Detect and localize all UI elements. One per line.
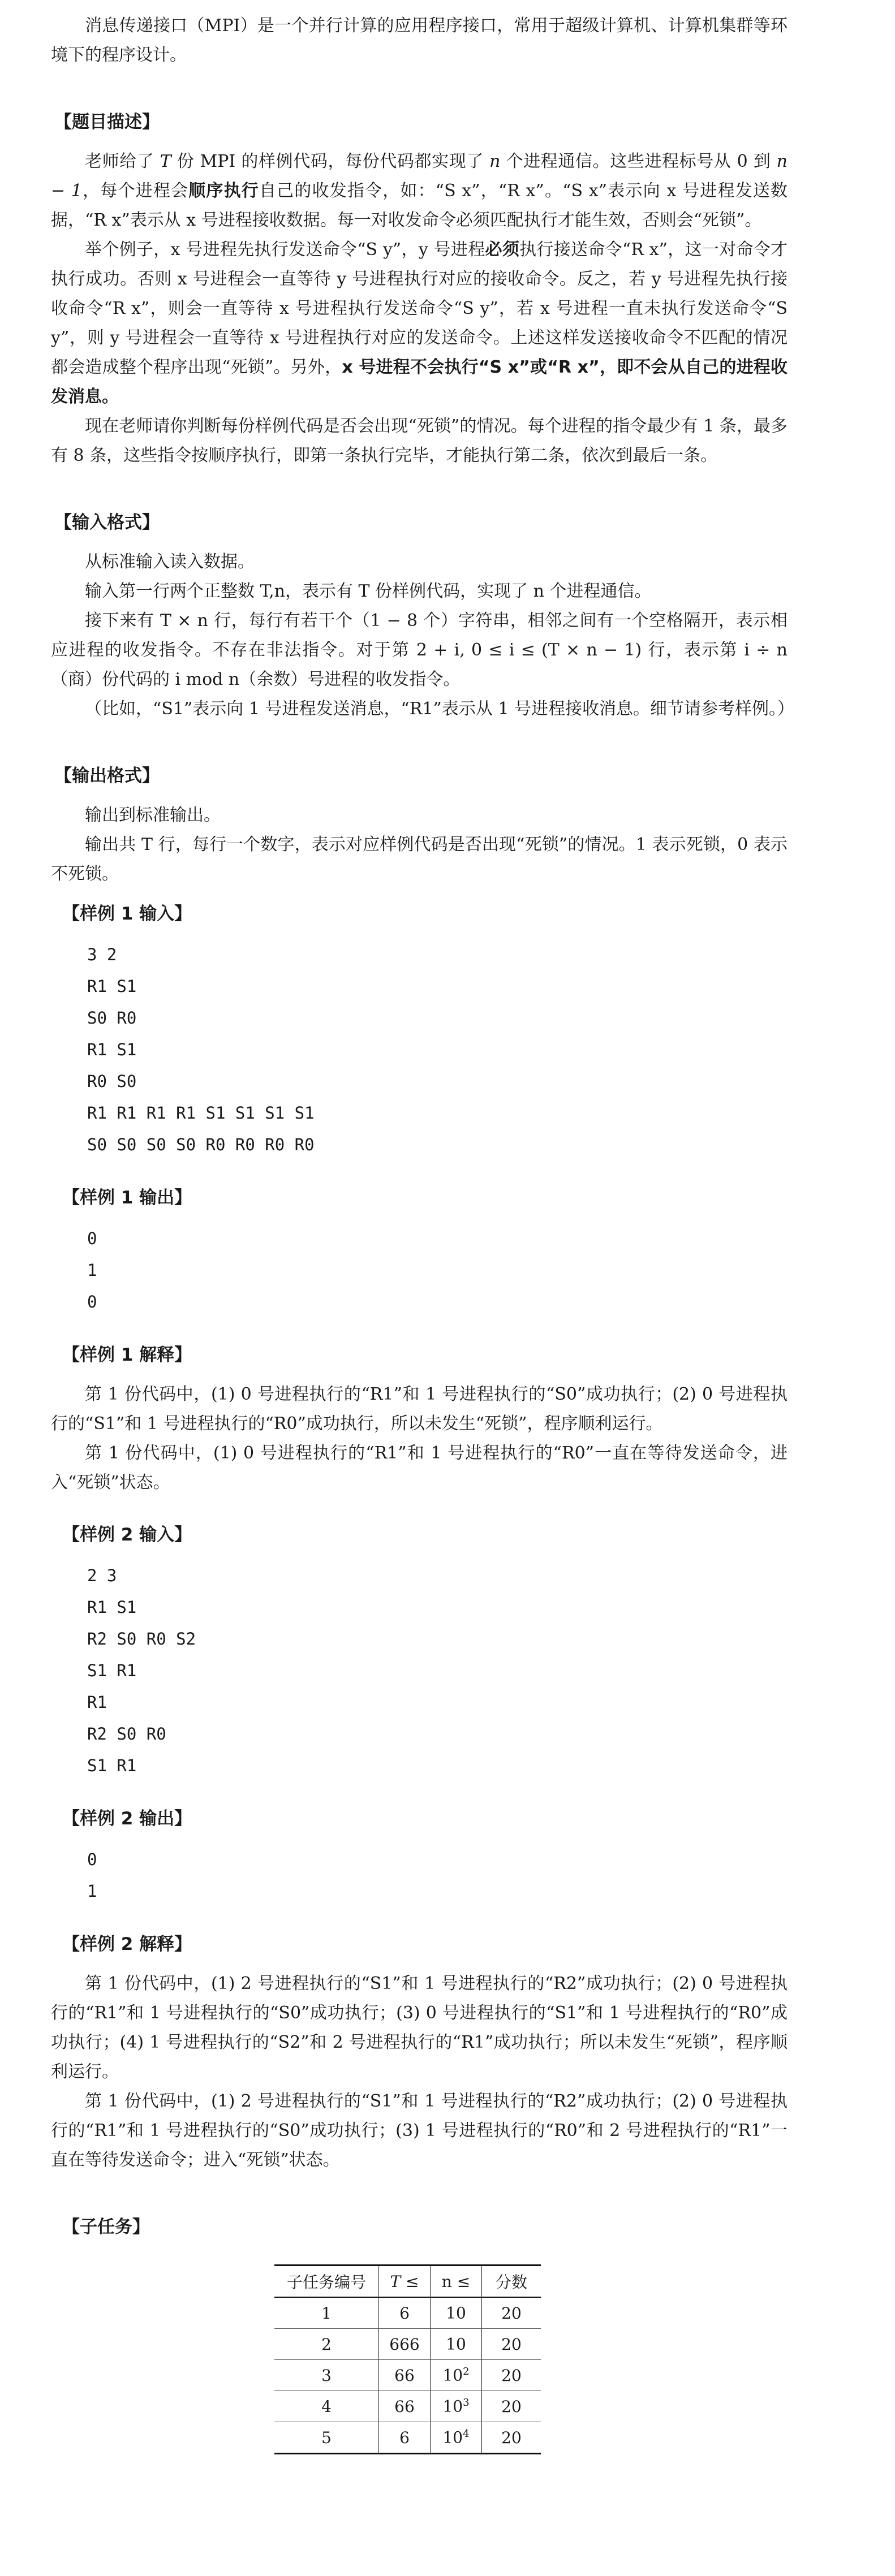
intro-paragraph: 消息传递接口（MPI）是一个并行计算的应用程序接口，常用于超级计算机、计算机集群等环境下的程序设计。 [51, 16, 788, 65]
input-format-paragraph-4: （比如，“S1”表示向 1 号进程发送消息，“R1”表示从 1 号进程接收消息。细节请参考样例。） [85, 699, 794, 719]
text-run: ，每个进程会 [81, 181, 189, 201]
input-format-paragraph-1: 从标准输入读入数据。 [85, 552, 255, 572]
table-cell [431, 2329, 482, 2360]
sample-1-output-block [51, 1223, 788, 1318]
column-header [379, 2266, 431, 2298]
table-cell: 6 [379, 2422, 431, 2454]
table-cell [431, 2360, 482, 2391]
sample-2-input-heading: 【样例 2 输入】 [62, 1525, 192, 1545]
description-paragraph-2 [51, 235, 788, 412]
code-line: R1 S1 [87, 977, 137, 996]
cell-text: 10 [446, 2303, 466, 2323]
description-paragraph-1 [51, 147, 788, 235]
code-line: R1 [87, 1693, 107, 1712]
code-line: 0 [87, 1850, 97, 1869]
sample-2-explanation-paragraph-2: 第 1 份代码中，(1) 2 号进程执行的“S1”和 1 号进程执行的“R2”成功执行；(2) 0 号进程执行的“R1”和 1 号进程执行的“S0”成功执行；(3) 1 号进程执行的“R0”和 2 号进程执行的“R1”一直在等待发送命令；进入“死锁”状态。 [51, 2091, 788, 2170]
text-run: 举个例子，x 号进程先执行发送命令“S y”，y 号进程 [85, 240, 485, 260]
table-cell [431, 2297, 482, 2329]
sample-1-output-heading: 【样例 1 输出】 [62, 1188, 192, 1208]
code-line: R2 S0 R0 S2 [87, 1629, 196, 1649]
cell-exponent: 2 [463, 2366, 470, 2378]
table-cell [431, 2391, 482, 2422]
sample-1-explanation-paragraph-2: 第 1 份代码中，(1) 0 号进程执行的“R1”和 1 号进程执行的“R0”一直在等待发送命令，进入“死锁”状态。 [51, 1443, 788, 1492]
table-cell: 2 [274, 2329, 379, 2360]
output-format-paragraph-2: 输出共 T 行，每行一个数字，表示对应样例代码是否出现“死锁”的情况。1 表示死锁，0 表示不死锁。 [51, 835, 788, 884]
code-line: 0 [87, 1292, 97, 1311]
code-line: 2 3 [87, 1566, 117, 1585]
var-n: n [489, 152, 501, 171]
sample-2-output-block [51, 1844, 788, 1907]
table-cell: 1 [274, 2297, 379, 2329]
table-cell: 666 [379, 2329, 431, 2360]
subtasks-table [274, 2264, 541, 2454]
output-format-paragraph-1: 输出到标准输出。 [85, 805, 221, 825]
sample-2-explanation-paragraph-1: 第 1 份代码中，(1) 2 号进程执行的“S1”和 1 号进程执行的“R2”成功执行；(2) 0 号进程执行的“R1”和 1 号进程执行的“S0”成功执行；(3) 0 号进程执行的“S1”和 1 号进程执行的“R0”成功执行；(4) 1 号进程执行的“S2”和 2 号进程执行的“R1”成功执行；所以未发生“死锁”，程序顺利运行。 [51, 1974, 788, 2082]
table-cell: 66 [379, 2391, 431, 2422]
table-cell: 4 [274, 2391, 379, 2422]
table-row [274, 2297, 541, 2329]
column-header: n ≤ [431, 2266, 482, 2298]
column-header: 分数 [482, 2266, 541, 2298]
table-cell: 20 [482, 2329, 541, 2360]
column-header-text: T ≤ [390, 2272, 419, 2291]
cell-exponent: 4 [463, 2428, 470, 2440]
code-line: S0 R0 [87, 1008, 137, 1028]
text-run: 份 MPI 的样例代码，每份代码都实现了 [177, 152, 484, 171]
table-row [274, 2360, 541, 2391]
sample-1-input-block [51, 939, 788, 1160]
var-t: T [160, 152, 171, 171]
table-cell: 20 [482, 2391, 541, 2422]
description-paragraph-3: 现在老师请你判断每份样例代码是否会出现“死锁”的情况。每个进程的指令最少有 1 条，最多有 8 条，这些指令按顺序执行，即第一条执行完毕，才能执行第二条，依次到最后一条。 [51, 416, 788, 465]
code-line: S1 R1 [87, 1661, 137, 1680]
emphasis: x 号进程不会执行“S x”或“R x”，即不会从自己的进程收发消息。 [51, 357, 788, 407]
subtasks-heading: 【子任务】 [62, 2217, 150, 2237]
emphasis: 必须 [485, 240, 520, 260]
sample-1-explanation-heading: 【样例 1 解释】 [62, 1345, 192, 1365]
cell-exponent: 3 [463, 2397, 470, 2409]
cell-text: 10 [442, 2397, 463, 2416]
text-run: 自己的收发指令，如：“S x”，“R x”。“S x”表示向 x 号进程发送数据，“R x”表示从 x 号进程接收数据。每一对收发命令必须匹配执行才能生效，否则会“死锁”。 [51, 181, 788, 230]
table-cell: 5 [274, 2422, 379, 2454]
text-run: 老师给了 [85, 152, 154, 171]
cell-text: 10 [442, 2428, 463, 2447]
output-format-heading: 【输出格式】 [54, 766, 160, 786]
table-cell: 20 [482, 2422, 541, 2454]
code-line: 1 [87, 1261, 97, 1280]
table-cell: 3 [274, 2360, 379, 2391]
description-heading: 【题目描述】 [54, 112, 160, 132]
sample-1-input-heading: 【样例 1 输入】 [62, 904, 192, 924]
text-run: 个进程通信。这些进程标号从 0 到 [506, 152, 771, 171]
column-header: 子任务编号 [274, 2266, 379, 2298]
sample-2-explanation-heading: 【样例 2 解释】 [62, 1934, 192, 1954]
table-row [274, 2329, 541, 2360]
input-format-paragraph-3: 接下来有 T × n 行，每行有若干个（1 − 8 个）字符串，相邻之间有一个空格隔开，表示相应进程的收发指令。不存在非法指令。对于第 2 + i, 0 ≤ i ≤ (T × n − 1) 行，表示第 i ÷ n（商）份代码的 i mod n（余数）号进程的收发指令。 [51, 611, 788, 689]
table-cell: 6 [379, 2297, 431, 2329]
code-line: 1 [87, 1882, 97, 1901]
sample-2-output-heading: 【样例 2 输出】 [62, 1809, 192, 1829]
code-line: R2 S0 R0 [87, 1724, 166, 1744]
cell-text: 10 [446, 2335, 466, 2354]
table-cell: 20 [482, 2297, 541, 2329]
cell-text: 10 [442, 2366, 463, 2385]
code-line: S1 R1 [87, 1756, 137, 1775]
table-row [274, 2391, 541, 2422]
table-header-row [274, 2266, 541, 2298]
sample-1-explanation-paragraph-1: 第 1 份代码中，(1) 0 号进程执行的“R1”和 1 号进程执行的“S0”成功执行；(2) 0 号进程执行的“S1”和 1 号进程执行的“R0”成功执行，所以未发生“死锁”，程序顺利运行。 [51, 1384, 788, 1434]
code-line: 0 [87, 1229, 97, 1248]
table-cell: 66 [379, 2360, 431, 2391]
var-n-minus-1: n − 1 [51, 152, 788, 201]
code-line: R1 S1 [87, 1598, 137, 1617]
code-line: S0 S0 S0 S0 R0 R0 R0 R0 [87, 1135, 315, 1154]
table-row [274, 2422, 541, 2454]
code-line: 3 2 [87, 945, 117, 964]
table-cell [431, 2422, 482, 2454]
code-line: R1 S1 [87, 1040, 137, 1059]
input-format-heading: 【输入格式】 [54, 512, 160, 533]
code-line: R0 S0 [87, 1072, 137, 1091]
text-run: 执行接送命令“R x”，这一对命令才执行成功。否则 x 号进程会一直等待 y 号进程执行对应的接收命令。反之，若 y 号进程先执行接收命令“R x”，则会一直等待 x 号进程执行发送命令“S y”，若 x 号进程一直未执行发送命令“S y”，则 y 号进程会一直等待 x 号进程执行对应的发送命令。上述这样发送接收命令不匹配的情况都会造成整个程序出现“死锁”。另外， [51, 240, 788, 377]
input-format-paragraph-2: 输入第一行两个正整数 T,n，表示有 T 份样例代码，实现了 n 个进程通信。 [85, 581, 652, 601]
emphasis: 顺序执行 [188, 181, 259, 201]
code-line: R1 R1 R1 R1 S1 S1 S1 S1 [87, 1103, 315, 1123]
sample-2-input-block [51, 1560, 788, 1781]
table-cell: 20 [482, 2360, 541, 2391]
